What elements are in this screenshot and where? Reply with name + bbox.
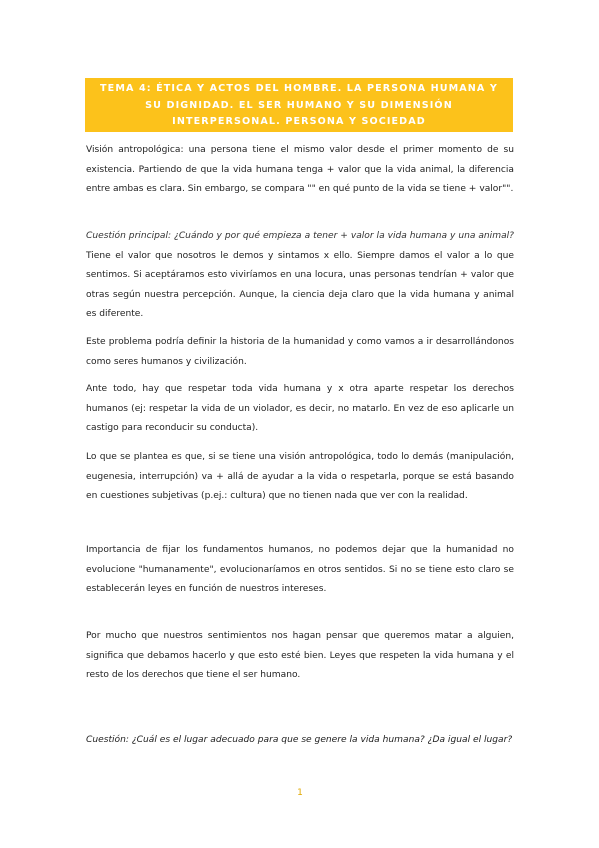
paragraph-vision-antropologica-plantea: Lo que se plantea es que, si se tiene una visión antropológica, todo lo demás (manipulación, eugenesia, interrupción) va + allá de ayudar a la vida o respetarla, porque se está basando en cuestiones subjetivas (p.ej.: cultura) que no tienen nada que ver con la realidad. (86, 452, 514, 502)
paragraph-sentimientos: Por mucho que nuestros sentimientos nos hagan pensar que queremos matar a alguien, significa que debamos hacerlo y que esto esté bien. Leyes que respeten la vida humana y el resto de los derechos que tiene el ser humano. (86, 631, 514, 681)
paragraph-respetar-vida: Ante todo, hay que respetar toda vida humana y x otra aparte respetar los derechos humanos (ej: respetar la vida de un violador, es decir, no matarlo. En vez de eso aplicarle un castigo para reconducir su conducta). (86, 384, 514, 434)
paragraph-text: Tiene el valor que nosotros le demos y sintamos x ello. Siempre damos el valor a lo que sentimos. Si aceptáramos esto viviríamos en una locura, unas personas tendrían + valor que otras según nuestra percepción. Aunque, la ciencia deja claro que la vida humana y animal es diferente. (86, 250, 514, 320)
paragraph-cuestion-lugar: Cuestión: ¿Cuál es el lugar adecuado para que se genere la vida humana? ¿Da igual el lugar? (86, 735, 513, 745)
paragraph-historia: Este problema podría definir la historia de la humanidad y como vamos a ir desarrollándonos como seres humanos y civilización. (86, 337, 514, 367)
page-number: 1 (297, 788, 303, 798)
chapter-title-banner: TEMA 4: ÉTICA Y ACTOS DEL HOMBRE. LA PERSONA HUMANA Y SU DIGNIDAD. EL SER HUMANO Y SU DIMENSIÓN INTERPERSONAL. PERSONA Y SOCIEDAD (85, 78, 513, 132)
question-text: Cuestión principal: ¿Cuándo y por qué empieza a tener + valor la vida humana y una animal? (86, 231, 514, 241)
paragraph-vision-antropologica: Visión antropológica: una persona tiene el mismo valor desde el primer momento de su existencia. Partiendo de que la vida humana tenga + valor que la vida animal, la diferencia entre ambas es clara. Sin embargo, se compara "" en qué punto de la vida se tiene + valor"". (86, 145, 514, 195)
paragraph-fundamentos-humanos: Importancia de fijar los fundamentos humanos, no podemos dejar que la humanidad no evolucione "humanamente", evolucionaríamos en otros sentidos. Si no se tiene esto claro se establecerán leyes en función de nuestros intereses. (86, 545, 514, 595)
paragraph-cuestion-principal (86, 227, 514, 325)
